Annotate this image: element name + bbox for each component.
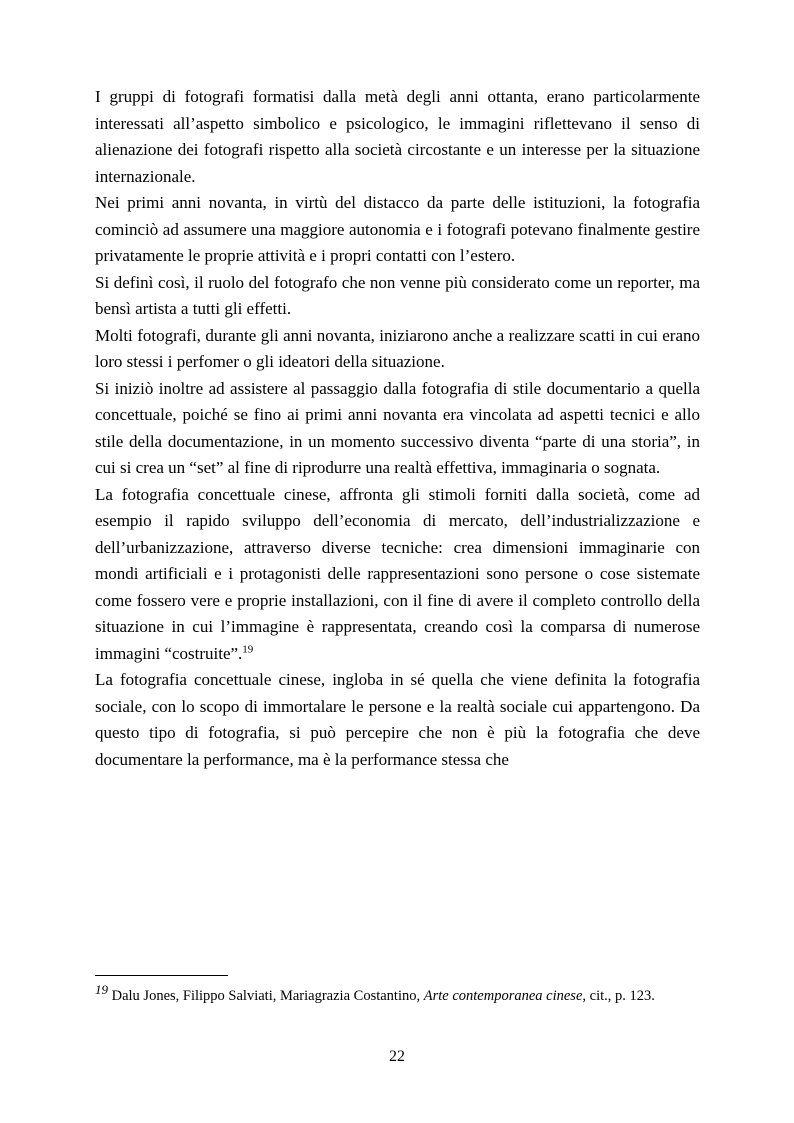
footnote-citation: , cit., p. 123. — [582, 988, 655, 1004]
footnote-authors: Dalu Jones, Filippo Salviati, Mariagrazia Costantino, — [111, 988, 424, 1004]
footnote-separator — [95, 975, 228, 976]
footnote-title: Arte contemporanea cinese — [423, 988, 583, 1004]
paragraph-5: Si iniziò inoltre ad assistere al passaggio dalla fotografia di stile documentario a quella concettuale, poiché se fino ai primi anni novanta era vincolata ad aspetti tecnici e allo stile della documentazione, in un momento successivo diventa “parte di una storia”, in cui si crea un “set” al fine di riprodurre una realtà effettiva, immaginaria o sognata. — [95, 378, 700, 477]
paragraph-2: Nei primi anni novanta, in virtù del distacco da parte delle istituzioni, la fotografia cominciò ad assumere una maggiore autonomia e i fotografi potevano finalmente gestire privatamente le proprie attività e i propri contatti con l’estero. — [95, 193, 700, 265]
footnote-19 — [95, 982, 700, 1007]
paragraph-6-text: La fotografia concettuale cinese, affronta gli stimoli forniti dalla società, come ad esempio il rapido sviluppo dell’economia di mercato, dell’industrializzazione e dell’urbanizzazione, attraverso diverse tecniche: crea dimensioni immaginarie con mondi artificiali e i protagonisti delle rappresentazioni sono persone o cose sistemate come fossero vere e proprie installazioni, con il fine di avere il completo controllo della situazione in cui l’immagine è rappresentata, creando così la comparsa di numerose immagini “costruite”. — [95, 484, 700, 663]
paragraph-6 — [95, 482, 700, 668]
footnote-number: 19 — [95, 982, 108, 998]
paragraph-1: I gruppi di fotografi formatisi dalla metà degli anni ottanta, erano particolarmente interessati all’aspetto simbolico e psicologico, le immagini riflettevano il senso di alienazione dei fotografi rispetto alla società circostante e un interesse per la situazione internazionale. — [95, 87, 700, 186]
page-number: 22 — [389, 1048, 405, 1065]
footnote-reference[interactable]: 19 — [242, 642, 254, 655]
paragraph-4: Molti fotografi, durante gli anni novanta, iniziarono anche a realizzare scatti in cui erano loro stessi i perfomer o gli ideatori della situazione. — [95, 325, 700, 371]
paragraph-7: La fotografia concettuale cinese, ingloba in sé quella che viene definita la fotografia sociale, con lo scopo di immortalare le persone e la realtà sociale cui appartengono. Da questo tipo di fotografia, si può percepire che non è più la fotografia che deve documentare la performance, ma è la performance stessa che — [95, 670, 700, 769]
paragraph-3: Si definì così, il ruolo del fotografo che non venne più considerato come un reporter, ma bensì artista a tutti gli effetti. — [95, 272, 700, 318]
document-body — [95, 84, 700, 773]
